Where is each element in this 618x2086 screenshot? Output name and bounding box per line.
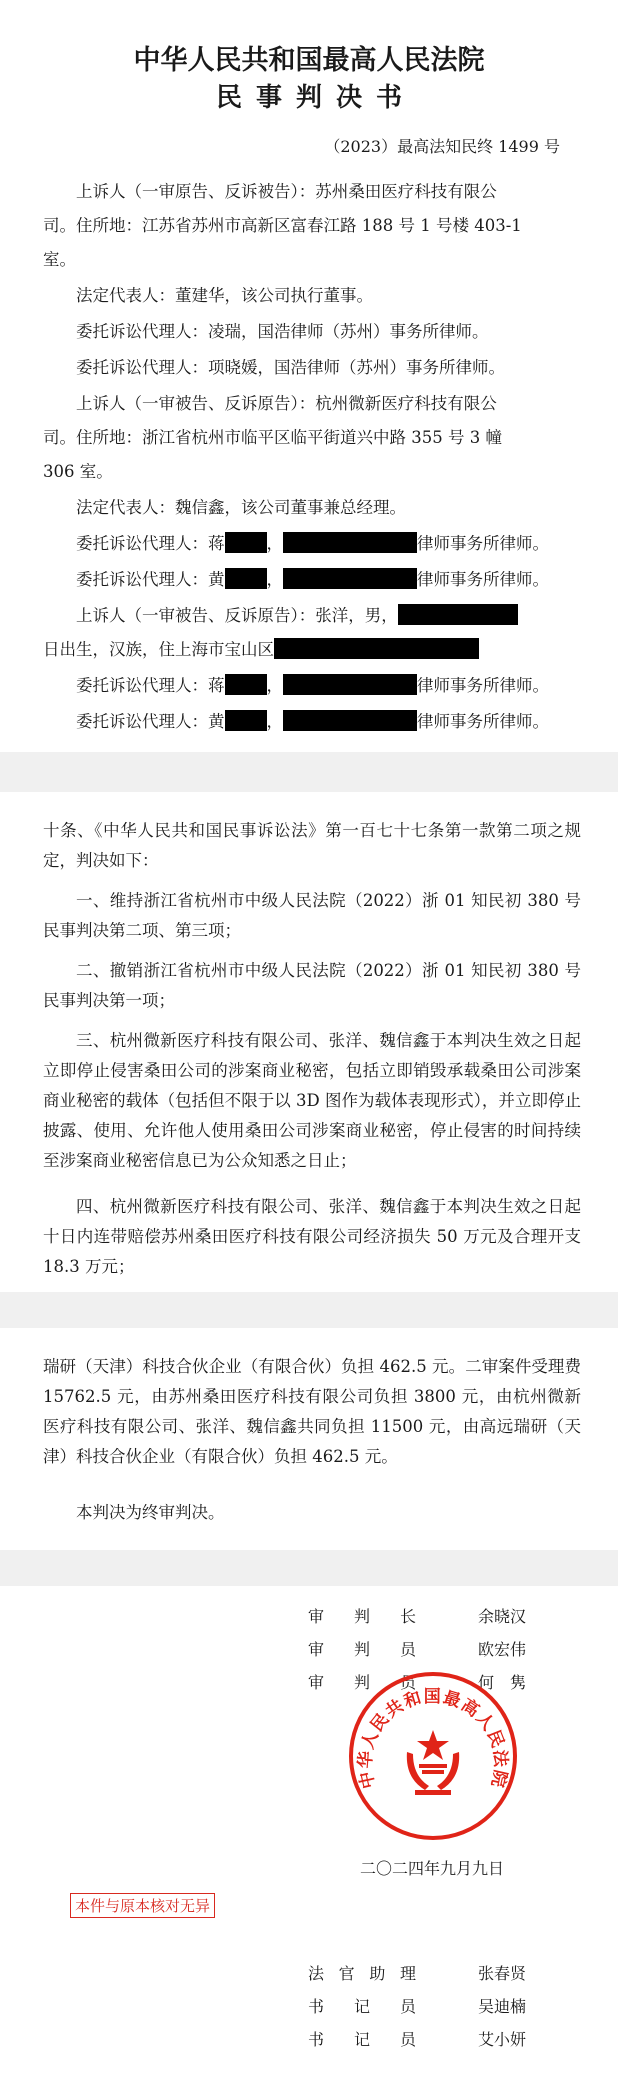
final-statement: 本判决为终审判决。 <box>76 1503 225 1522</box>
redaction-bar <box>225 532 267 553</box>
page-gap <box>0 1550 618 1586</box>
redaction-bar <box>283 710 417 731</box>
signature-judge-2 <box>308 1637 538 1661</box>
appellant-1-line-3: 室。 <box>43 250 76 269</box>
role: 书 记 员 <box>308 2030 416 2049</box>
page-1 <box>0 0 618 752</box>
name: 张春贤 <box>478 1964 527 1983</box>
agent-2b: 委托诉讼代理人：黄 ， 律师事务所律师。 <box>76 570 549 589</box>
role: 书 记 员 <box>308 1997 416 2016</box>
signature-clerk-3 <box>308 2027 538 2051</box>
signature-judge-1 <box>308 1604 538 1628</box>
appellant-2-line-3: 306 室。 <box>43 462 113 481</box>
redaction-bar <box>398 604 518 625</box>
emblem-icon <box>407 1730 459 1795</box>
appellant-3-line-2: 日出生，汉族，住上海市宝山区 <box>43 636 479 660</box>
page-3 <box>0 1328 618 1550</box>
role: 审 判 员 <box>308 1640 416 1659</box>
page-gap <box>0 752 618 792</box>
judgment-intro: 十条、《中华人民共和国民事诉讼法》第一百七十七条第一款第二项之规定，判决如下： <box>43 821 581 870</box>
appellant-1-line-1: 上诉人（一审原告、反诉被告）：苏州桑田医疗科技有限公 <box>76 182 497 201</box>
judgment-date: 二〇二四年九月九日 <box>360 1859 505 1878</box>
verification-stamp: 本件与原本核对无异 <box>70 1893 215 1918</box>
name: 吴迪楠 <box>478 1997 527 2016</box>
redaction-bar <box>225 710 267 731</box>
redaction-bar <box>283 532 417 553</box>
page-2 <box>0 792 618 1292</box>
agent-3a: 委托诉讼代理人：蒋 ， 律师事务所律师。 <box>76 676 549 695</box>
court-title: 中华人民共和国最高人民法院 <box>133 45 485 76</box>
role: 审 判 员 <box>308 1673 416 1692</box>
appellant-1-line-2: 司。住所地：江苏省苏州市高新区富春江路 188 号 1 号楼 403-1 <box>43 216 522 235</box>
legal-rep-2: 法定代表人：魏信鑫，该公司董事兼总经理。 <box>76 498 406 517</box>
agent-1a: 委托诉讼代理人：凌瑞，国浩律师（苏州）事务所律师。 <box>76 322 489 341</box>
page-gap <box>0 1292 618 1328</box>
redaction-bar <box>274 638 479 659</box>
appellant-2-line-2: 司。住所地：浙江省杭州市临平区临平街道兴中路 355 号 3 幢 <box>43 428 502 447</box>
document-title: 民事判决书 <box>215 83 416 113</box>
case-number: （2023）最高法知民终 1499 号 <box>324 137 560 156</box>
costs-paragraph: 瑞研（天津）科技合伙企业（有限合伙）负担 462.5 元。二审案件受理费 15762.5 元，由苏州桑田医疗科技有限公司负担 3800 元，由杭州微新医疗科技有限公司、张洋、魏信鑫共同负担 11500 元，由高远瑞研（天津）科技合伙企业（有限合伙）负担 462.5 元。 <box>43 1357 581 1466</box>
name: 艾小妍 <box>478 2030 527 2049</box>
role: 审 判 长 <box>308 1607 416 1626</box>
name: 何 隽 <box>478 1673 527 1692</box>
legal-rep-1: 法定代表人：董建华，该公司执行董事。 <box>76 286 373 305</box>
judgment-item-3: 三、杭州微新医疗科技有限公司、张洋、魏信鑫于本判决生效之日起立即停止侵害桑田公司的涉案商业秘密，包括立即销毁承载桑田公司涉案商业秘密的载体（包括但不限于以 3D 图作为载体表现形式），并立即停止披露、使用、允许他人使用桑田公司涉案商业秘密，停止侵害的时间持续至涉案商业秘密信息已为公众知悉之日止； <box>43 1031 581 1170</box>
redaction-bar <box>283 674 417 695</box>
appellant-3-line-1: 上诉人（一审被告、反诉原告）：张洋，男， <box>76 602 518 626</box>
appellant-2-line-1: 上诉人（一审被告、反诉原告）：杭州微新医疗科技有限公 <box>76 394 497 413</box>
agent-2a: 委托诉讼代理人：蒋 ， 律师事务所律师。 <box>76 534 549 553</box>
signature-clerk-2 <box>308 1994 538 2018</box>
agent-3b: 委托诉讼代理人：黄 ， 律师事务所律师。 <box>76 712 549 731</box>
redaction-bar <box>225 568 267 589</box>
seal-text: 中华人民共和国最高人民法院 <box>355 1687 511 1791</box>
role: 法 官 助 理 <box>308 1964 416 1983</box>
signature-clerk-1 <box>308 1961 538 1985</box>
name: 欧宏伟 <box>478 1640 527 1659</box>
judgment-item-4: 四、杭州微新医疗科技有限公司、张洋、魏信鑫于本判决生效之日起十日内连带赔偿苏州桑田医疗科技有限公司经济损失 50 万元及合理开支 18.3 万元； <box>43 1197 581 1276</box>
agent-1b: 委托诉讼代理人：项晓媛，国浩律师（苏州）事务所律师。 <box>76 358 505 377</box>
name: 余晓汉 <box>478 1607 527 1626</box>
redaction-bar <box>225 674 267 695</box>
judgment-item-1: 一、维持浙江省杭州市中级人民法院（2022）浙 01 知民初 380 号民事判决第二项、第三项； <box>43 891 581 940</box>
court-seal-icon <box>345 1668 521 1844</box>
redaction-bar <box>283 568 417 589</box>
judgment-item-2: 二、撤销浙江省杭州市中级人民法院（2022）浙 01 知民初 380 号民事判决第一项； <box>43 961 581 1010</box>
